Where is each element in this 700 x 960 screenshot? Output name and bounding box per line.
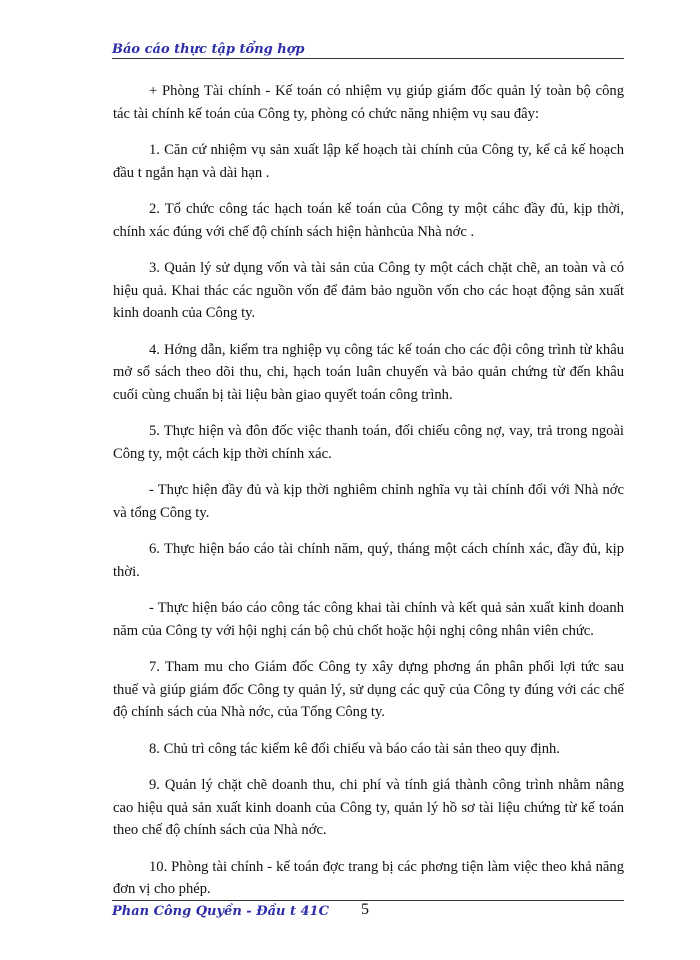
page-number: 5: [361, 901, 369, 918]
paragraph-item-7: 7. Tham mu cho Giám đốc Công ty xây dựng phơng án phân phối lợi tức sau thuế và giúp giám đốc Công ty quản lý, sử dụng các quỹ của Công ty đúng với các chế độ chính sách của Nhà nớc, của Tổng Công ty.: [113, 659, 624, 720]
document-body: [113, 80, 624, 915]
paragraph-item-10: 10. Phòng tài chính - kế toán đợc trang bị các phơng tiện làm việc theo khả năng đơn vị cho phép.: [113, 858, 624, 897]
paragraph-item-2: 2. Tổ chức công tác hạch toán kế toán của Công ty một cáhc đầy đủ, kịp thời, chính xác đúng với chế độ chính sách hiện hànhcủa Nhà nớc .: [113, 201, 624, 240]
header-divider: [112, 58, 624, 59]
paragraph-item-3: 3. Quản lý sử dụng vốn và tài sản của Công ty một cách chặt chẽ, an toàn và có hiệu quả. Khai thác các nguồn vốn để đảm bảo nguồn vốn cho các hoạt động sản xuất kinh doanh của Công ty.: [113, 260, 624, 321]
paragraph-intro: + Phòng Tài chính - Kế toán có nhiệm vụ giúp giám đốc quản lý toàn bộ công tác tài chính kế toán của Công ty, phòng có chức năng nhiệm vụ sau đây:: [113, 83, 624, 122]
page-header-title: Báo cáo thực tập tổng hợp: [112, 42, 305, 57]
paragraph-item-1: 1. Căn cứ nhiệm vụ sản xuất lập kế hoạch tài chính của Công ty, kể cả kế hoạch đầu t ngắn hạn và dài hạn .: [113, 142, 624, 181]
paragraph-item-9: 9. Quản lý chặt chẽ doanh thu, chi phí và tính giá thành công trình nhằm nâng cao hiệu quả sản xuất kinh doanh của Công ty, quản lý hồ sơ tài liệu chứng từ kế toán theo chế độ chính sách của Nhà nớc.: [113, 777, 624, 838]
paragraph-item-6: 6. Thực hiện báo cáo tài chính năm, quý, tháng một cách chính xác, đầy đủ, kịp thời.: [113, 541, 624, 580]
paragraph-item-5-sub: - Thực hiện đầy đủ và kịp thời nghiêm chỉnh nghĩa vụ tài chính đối với Nhà nớc và tổng Công ty.: [113, 482, 624, 521]
paragraph-item-4: 4. Hớng dẫn, kiểm tra nghiệp vụ công tác kế toán cho các đội công trình từ khâu mở sổ sách theo dõi thu, chi, hạch toán luân chuyển và bảo quản chứng từ đến khâu cuối cùng chuẩn bị tài liệu bàn giao quyết toán công trình.: [113, 341, 624, 403]
footer-author: Phan Công Quyền - Đầu t 41C: [112, 904, 329, 919]
paragraph-item-8: 8. Chủ trì công tác kiểm kê đối chiếu và báo cáo tài sản theo quy định.: [149, 740, 560, 757]
paragraph-item-5: 5. Thực hiện và đôn đốc việc thanh toán, đối chiếu công nợ, vay, trả trong ngoài Công ty, một cách kịp thời chính xác.: [113, 423, 624, 462]
paragraph-item-6-sub: - Thực hiện báo cáo công tác công khai tài chính và kết quả sản xuất kinh doanh năm của Công ty với hội nghị cán bộ chủ chốt hoặc hội nghị công nhân viên chức.: [113, 600, 624, 639]
